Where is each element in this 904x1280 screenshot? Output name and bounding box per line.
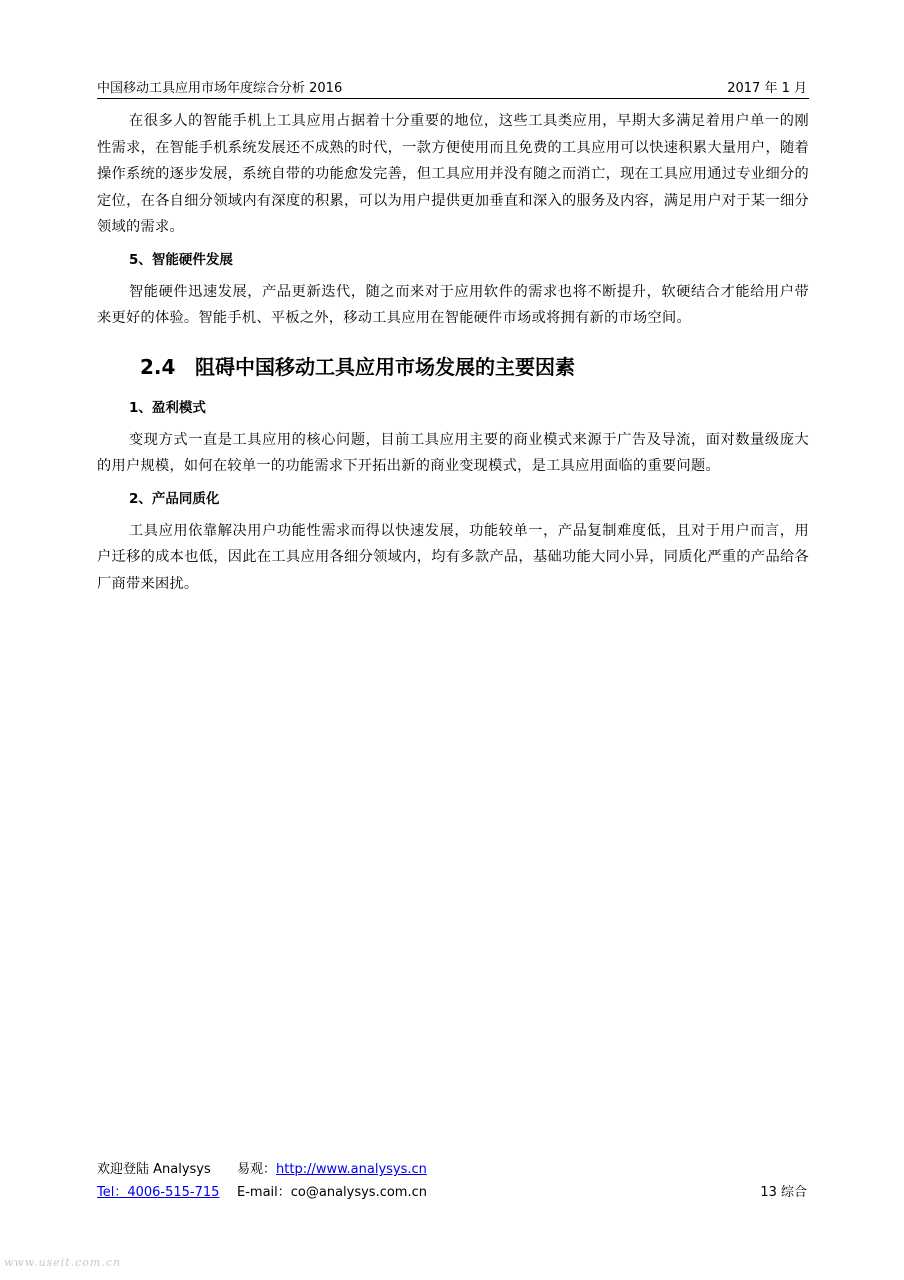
section-title: 阻碍中国移动工具应用市场发展的主要因素 [195,354,575,379]
footer-site-label: 易观： [237,1162,277,1177]
website-link[interactable]: http://www.analysys.cn [276,1162,427,1177]
header-date: 2017 年 1 月 [727,81,807,96]
paragraph-tools-status: 在很多人的智能手机上工具应用占据着十分重要的地位，这些工具类应用，早期大多满足着用户单一的刚性需求，在智能手机系统发展还不成熟的时代，一款方便使用而且免费的工具应用可以快速积累大量用户，随着操作系统的逐步发展，系统自带的功能愈发完善，但工具应用并没有随之而消亡，现在工具应用通过专业细分的定位，在各自细分领域内有深度的积累，可以为用户提供更加垂直和深入的服务及内容，满足用户对于某一细分领域的需求。 [97,113,809,235]
footer-welcome: 欢迎登陆 Analysys [97,1162,211,1177]
footer-site [237,1158,427,1181]
section-heading [97,352,809,382]
subheading-smart-hardware: 5、智能硬件发展 [129,251,233,268]
phone-link[interactable]: Tel：4006-515-715 [97,1185,220,1200]
watermark: www.useit.com.cn [4,1256,122,1269]
page-content [97,108,809,597]
subheading-profit-model: 1、盈利模式 [129,399,206,416]
page-header [97,76,809,99]
paragraph-smart-hardware: 智能硬件迅速发展，产品更新迭代，随之而来对于应用软件的需求也将不断提升，软硬结合才能给用户带来更好的体验。智能手机、平板之外，移动工具应用在智能硬件市场或将拥有新的市场空间。 [97,283,809,326]
header-title: 中国移动工具应用市场年度综合分析 2016 [97,81,343,96]
page-number: 13 综合 [760,1185,807,1200]
paragraph-profit-model: 变现方式一直是工具应用的核心问题，目前工具应用主要的商业模式来源于广告及导流，面对数量级庞大的用户规模，如何在较单一的功能需求下开拓出新的商业变现模式，是工具应用面临的重要问题。 [97,431,809,474]
footer-email: E-mail：co@analysys.com.cn [237,1185,427,1200]
page-footer [97,1158,809,1204]
paragraph-homogenization: 工具应用依靠解决用户功能性需求而得以快速发展，功能较单一，产品复制难度低，且对于用户而言，用户迁移的成本也低，因此在工具应用各细分领域内，均有多款产品，基础功能大同小异，同质化严重的产品给各厂商带来困扰。 [97,522,809,592]
subheading-homogenization: 2、产品同质化 [129,490,220,507]
section-number: 2.4 [140,354,176,379]
